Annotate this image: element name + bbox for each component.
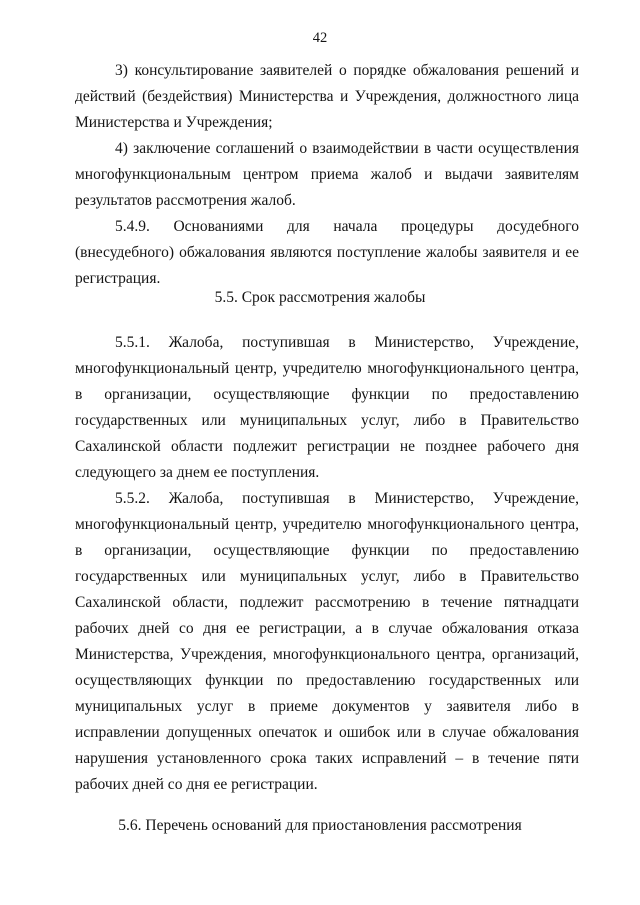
- section-heading-5-6: 5.6. Перечень оснований для приостановления рассмотрения: [118, 817, 522, 834]
- paragraph-item-3: 3) консультирование заявителей о порядке обжалования решений и действий (бездействия) Министерства и Учреждения, должностного лица Министерства и Учреждения;: [75, 62, 579, 131]
- intro-paragraphs: [75, 58, 579, 292]
- section-heading-5-5: 5.5. Срок рассмотрения жалобы: [214, 289, 426, 306]
- paragraph-item-4: 4) заключение соглашений о взаимодействии в части осуществления многофункциональным центром приема жалоб и выдачи заявителям результатов рассмотрения жалоб.: [75, 140, 579, 209]
- paragraph-5-4-9: 5.4.9. Основаниями для начала процедуры досудебного (внесудебного) обжалования являются поступление жалобы заявителя и ее регистрация.: [75, 218, 579, 287]
- section-5-5-body: [75, 330, 579, 798]
- paragraph-5-5-2: 5.5.2. Жалоба, поступившая в Министерство, Учреждение, многофункциональный центр, учредителю многофункционального центра, в организации, осуществляющие функции по предоставлению государственных или муниципальных услуг, либо в Правительство Сахалинской области, подлежит рассмотрению в течение пятнадцати рабочих дней со дня ее регистрации, а в случае обжалования отказа Министерства, Учреждения, многофункционального центра, организаций, осуществляющих функции по предоставлению государственных или муниципальных услуг в приеме документов у заявителя либо в исправлении допущенных опечаток и ошибок или в случае обжалования нарушения установленного срока таких исправлений – в течение пяти рабочих дней со дня ее регистрации.: [75, 490, 579, 793]
- page-number: 42: [312, 30, 328, 46]
- paragraph-5-5-1: 5.5.1. Жалоба, поступившая в Министерство, Учреждение, многофункциональный центр, учредителю многофункционального центра, в организации, осуществляющие функции по предоставлению государственных или муниципальных услуг, либо в Правительство Сахалинской области подлежит регистрации не позднее рабочего дня следующего за днем ее поступления.: [75, 334, 579, 481]
